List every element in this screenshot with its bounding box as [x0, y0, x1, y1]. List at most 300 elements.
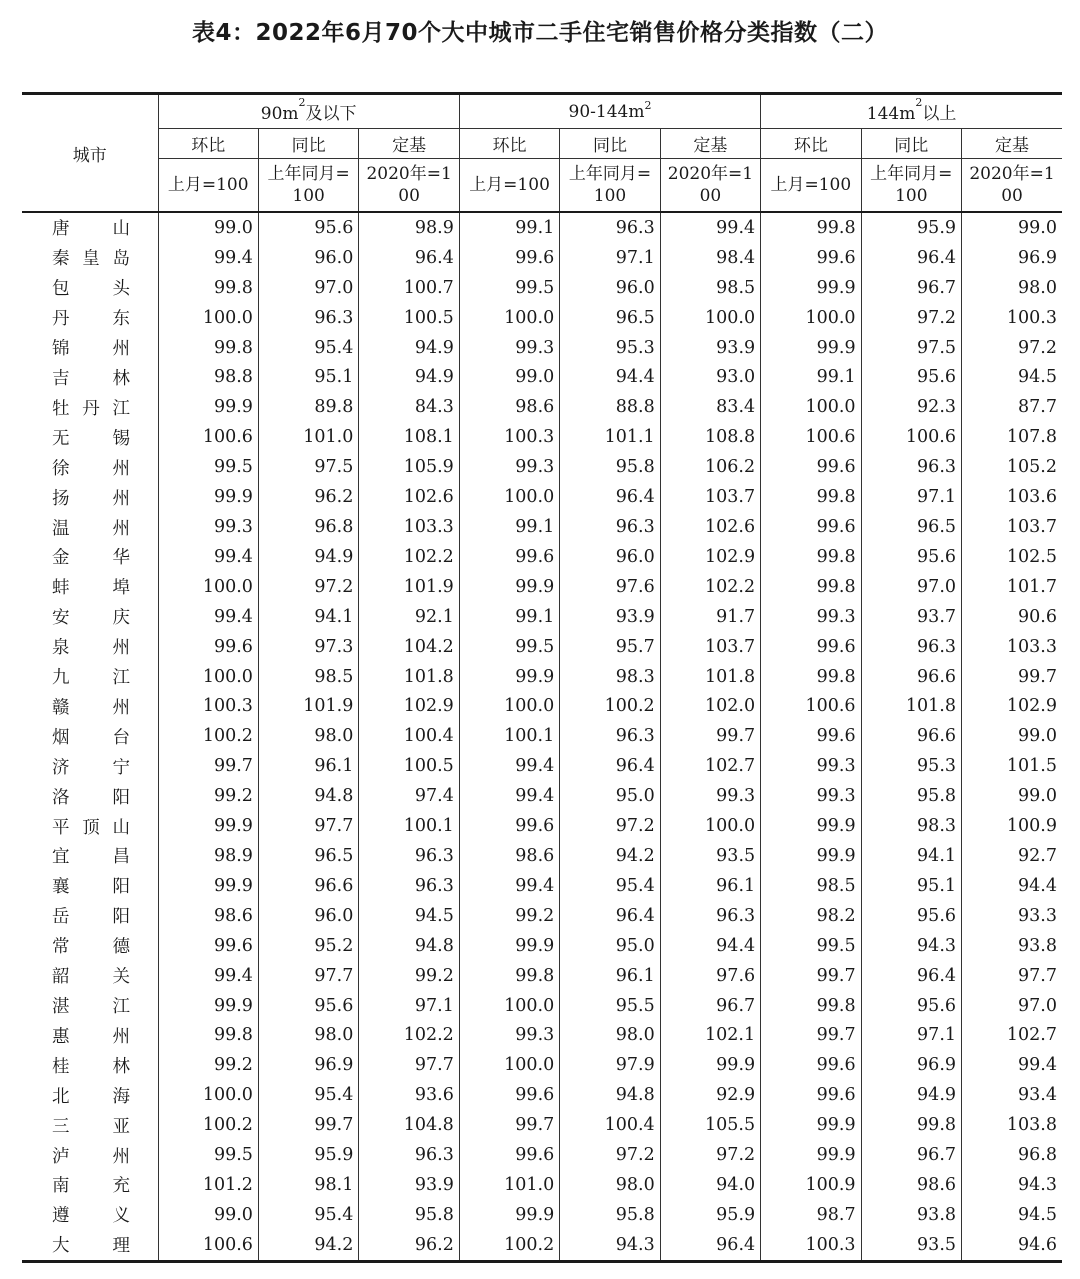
- value-cell: 99.7: [459, 1110, 559, 1140]
- value-cell: 90.6: [962, 602, 1062, 632]
- value-cell: 97.3: [258, 632, 358, 662]
- value-cell: 99.8: [761, 482, 861, 512]
- value-cell: 97.5: [258, 452, 358, 482]
- value-cell: 94.6: [962, 1230, 1062, 1261]
- city-name-chars: [52, 455, 130, 480]
- value-cell: 100.1: [459, 721, 559, 751]
- city-char: 桂: [52, 1056, 70, 1077]
- value-cell: 99.5: [158, 1140, 258, 1170]
- city-char: 遵: [52, 1206, 70, 1227]
- city-char: 皇: [82, 249, 100, 270]
- table-row: [22, 901, 1062, 931]
- city-name: [22, 1230, 158, 1261]
- city-name: [22, 452, 158, 482]
- city-name: [22, 751, 158, 781]
- city-char: 海: [112, 1086, 130, 1107]
- value-cell: 98.5: [258, 662, 358, 692]
- value-cell: 99.7: [962, 662, 1062, 692]
- city-name: [22, 572, 158, 602]
- value-cell: 99.8: [158, 273, 258, 303]
- city-name-chars: [52, 1143, 130, 1168]
- base-label-mom-2: 上月=100: [761, 159, 861, 213]
- city-char: 扬: [52, 488, 70, 509]
- value-cell: 102.9: [660, 542, 760, 572]
- value-cell: 103.7: [660, 482, 760, 512]
- value-cell: 93.7: [861, 602, 961, 632]
- value-cell: 95.4: [258, 1080, 358, 1110]
- table-row: [22, 422, 1062, 452]
- table-row: [22, 961, 1062, 991]
- value-cell: 99.6: [761, 1050, 861, 1080]
- city-char: 丹: [52, 309, 70, 330]
- value-cell: 99.8: [158, 333, 258, 363]
- city-char: 州: [112, 339, 130, 360]
- value-cell: 95.1: [258, 363, 358, 393]
- value-cell: 95.3: [861, 751, 961, 781]
- value-cell: 96.4: [560, 751, 660, 781]
- value-cell: 97.0: [962, 991, 1062, 1021]
- value-cell: 97.2: [861, 303, 961, 333]
- group-header-medium: [459, 94, 760, 129]
- group-small-suffix: 及以下: [305, 104, 357, 124]
- value-cell: 100.6: [861, 422, 961, 452]
- value-cell: 94.3: [560, 1230, 660, 1261]
- value-cell: 102.6: [359, 482, 459, 512]
- city-name-chars: [52, 515, 130, 540]
- value-cell: 99.4: [158, 961, 258, 991]
- value-cell: 99.5: [459, 632, 559, 662]
- base-label-fixed-2: [962, 159, 1062, 213]
- value-cell: 96.8: [258, 512, 358, 542]
- value-cell: 99.9: [761, 1140, 861, 1170]
- value-cell: 99.9: [761, 333, 861, 363]
- city-name-chars: [52, 963, 130, 988]
- city-name: [22, 1170, 158, 1200]
- value-cell: 108.8: [660, 422, 760, 452]
- value-cell: 96.0: [560, 542, 660, 572]
- city-name: [22, 632, 158, 662]
- value-cell: 100.3: [761, 1230, 861, 1261]
- city-name-chars: [52, 1023, 130, 1048]
- value-cell: 94.3: [861, 931, 961, 961]
- value-cell: 99.5: [158, 452, 258, 482]
- value-cell: 96.4: [359, 243, 459, 273]
- value-cell: 99.3: [761, 781, 861, 811]
- value-cell: 100.0: [761, 303, 861, 333]
- city-name: [22, 841, 158, 871]
- value-cell: 100.0: [459, 303, 559, 333]
- sub-header-2-1: 同比: [861, 129, 961, 159]
- group-header-small: [158, 94, 459, 129]
- value-cell: 94.9: [258, 542, 358, 572]
- table-header: [22, 94, 1062, 213]
- base-label-mom-0: 上月=100: [158, 159, 258, 213]
- value-cell: 99.1: [459, 512, 559, 542]
- value-cell: 98.3: [560, 662, 660, 692]
- value-cell: 105.9: [359, 452, 459, 482]
- value-cell: 96.3: [861, 632, 961, 662]
- table-row: [22, 212, 1062, 243]
- value-cell: 96.3: [560, 721, 660, 751]
- city-char: 阳: [112, 877, 130, 898]
- city-char: 关: [112, 967, 130, 988]
- table-row: [22, 781, 1062, 811]
- value-cell: 96.8: [962, 1140, 1062, 1170]
- sub-header-row: [22, 129, 1062, 159]
- value-cell: 99.0: [459, 363, 559, 393]
- value-cell: 97.0: [258, 273, 358, 303]
- value-cell: 97.2: [258, 572, 358, 602]
- table-row: [22, 751, 1062, 781]
- city-char: 泉: [52, 638, 70, 659]
- value-cell: 96.9: [861, 1050, 961, 1080]
- city-name: [22, 303, 158, 333]
- value-cell: 95.6: [258, 212, 358, 243]
- city-char: 北: [52, 1086, 70, 1107]
- value-cell: 100.3: [158, 692, 258, 722]
- value-cell: 96.4: [861, 961, 961, 991]
- value-cell: 100.0: [459, 991, 559, 1021]
- city-name-chars: [52, 245, 130, 270]
- value-cell: 104.2: [359, 632, 459, 662]
- city-name: [22, 931, 158, 961]
- city-name-chars: [52, 335, 130, 360]
- value-cell: 99.8: [761, 542, 861, 572]
- city-name: [22, 1140, 158, 1170]
- city-char: 南: [52, 1176, 70, 1197]
- city-name-chars: [52, 305, 130, 330]
- value-cell: 96.1: [560, 961, 660, 991]
- city-name-chars: [52, 1172, 130, 1197]
- value-cell: 99.7: [761, 1020, 861, 1050]
- city-char: 阳: [112, 907, 130, 928]
- value-cell: 100.0: [459, 692, 559, 722]
- value-cell: 99.9: [459, 662, 559, 692]
- value-cell: 95.6: [861, 363, 961, 393]
- city-char: 州: [112, 1026, 130, 1047]
- value-cell: 93.3: [962, 901, 1062, 931]
- city-char: 亚: [112, 1116, 130, 1137]
- city-char: 唐: [52, 219, 70, 240]
- city-char: 充: [112, 1176, 130, 1197]
- base-line-2: 00: [1001, 186, 1023, 206]
- value-cell: 99.4: [459, 751, 559, 781]
- value-cell: 100.0: [158, 1080, 258, 1110]
- value-cell: 101.9: [258, 692, 358, 722]
- city-name-chars: [52, 903, 130, 928]
- value-cell: 96.0: [258, 243, 358, 273]
- value-cell: 89.8: [258, 392, 358, 422]
- value-cell: 99.6: [761, 243, 861, 273]
- city-char: 州: [112, 638, 130, 659]
- city-name: [22, 991, 158, 1021]
- table-row: [22, 542, 1062, 572]
- value-cell: 96.3: [359, 1140, 459, 1170]
- sub-header-1-2: 定基: [660, 129, 760, 159]
- value-cell: 103.3: [359, 512, 459, 542]
- value-cell: 92.3: [861, 392, 961, 422]
- city-name-chars: [52, 1232, 130, 1257]
- city-name: [22, 422, 158, 452]
- value-cell: 94.5: [962, 1200, 1062, 1230]
- table-row: [22, 632, 1062, 662]
- city-name: [22, 692, 158, 722]
- value-cell: 94.8: [258, 781, 358, 811]
- city-name: [22, 1200, 158, 1230]
- table-row: [22, 662, 1062, 692]
- value-cell: 98.8: [158, 363, 258, 393]
- value-cell: 95.9: [258, 1140, 358, 1170]
- value-cell: 99.4: [158, 602, 258, 632]
- city-name-chars: [52, 754, 130, 779]
- value-cell: 103.3: [962, 632, 1062, 662]
- city-column-header: [22, 94, 158, 213]
- city-name-chars: [52, 425, 130, 450]
- city-char: 蚌: [52, 578, 70, 599]
- value-cell: 97.7: [258, 961, 358, 991]
- value-cell: 101.2: [158, 1170, 258, 1200]
- value-cell: 98.6: [459, 392, 559, 422]
- city-char: 江: [112, 668, 130, 689]
- value-cell: 94.3: [962, 1170, 1062, 1200]
- value-cell: 83.4: [660, 392, 760, 422]
- value-cell: 93.8: [861, 1200, 961, 1230]
- value-cell: 97.1: [359, 991, 459, 1021]
- value-cell: 99.8: [158, 1020, 258, 1050]
- value-cell: 92.9: [660, 1080, 760, 1110]
- value-cell: 91.7: [660, 602, 760, 632]
- value-cell: 95.4: [560, 871, 660, 901]
- value-cell: 95.3: [560, 333, 660, 363]
- value-cell: 95.8: [560, 1200, 660, 1230]
- value-cell: 103.6: [962, 482, 1062, 512]
- value-cell: 99.2: [359, 961, 459, 991]
- value-cell: 95.8: [560, 452, 660, 482]
- city-name: [22, 392, 158, 422]
- value-cell: 99.2: [158, 1050, 258, 1080]
- value-cell: 97.1: [861, 482, 961, 512]
- value-cell: 101.1: [560, 422, 660, 452]
- city-name-chars: [52, 724, 130, 749]
- value-cell: 99.6: [459, 1080, 559, 1110]
- value-cell: 95.7: [560, 632, 660, 662]
- city-char: 惠: [52, 1026, 70, 1047]
- table-body: [22, 212, 1062, 1261]
- value-cell: 99.9: [158, 482, 258, 512]
- city-name: [22, 512, 158, 542]
- value-cell: 98.2: [761, 901, 861, 931]
- city-header-label: 城市: [72, 145, 107, 166]
- city-name-chars: [52, 365, 130, 390]
- city-char: 锦: [52, 339, 70, 360]
- value-cell: 93.4: [962, 1080, 1062, 1110]
- city-char: 烟: [52, 727, 70, 748]
- value-cell: 93.0: [660, 363, 760, 393]
- value-cell: 102.5: [962, 542, 1062, 572]
- value-cell: 94.9: [359, 333, 459, 363]
- value-cell: 99.8: [761, 212, 861, 243]
- value-cell: 102.7: [660, 751, 760, 781]
- value-cell: 94.4: [962, 871, 1062, 901]
- city-name: [22, 363, 158, 393]
- value-cell: 97.6: [560, 572, 660, 602]
- value-cell: 97.2: [660, 1140, 760, 1170]
- value-cell: 97.6: [660, 961, 760, 991]
- value-cell: 94.1: [861, 841, 961, 871]
- city-char: 义: [112, 1206, 130, 1227]
- value-cell: 100.0: [459, 482, 559, 512]
- value-cell: 95.2: [258, 931, 358, 961]
- city-char: 大: [52, 1236, 70, 1257]
- base-header-row: [22, 159, 1062, 213]
- sub-header-2-0: 环比: [761, 129, 861, 159]
- value-cell: 98.0: [962, 273, 1062, 303]
- value-cell: 101.8: [660, 662, 760, 692]
- city-name: [22, 542, 158, 572]
- value-cell: 96.5: [861, 512, 961, 542]
- value-cell: 101.8: [359, 662, 459, 692]
- value-cell: 94.5: [962, 363, 1062, 393]
- value-cell: 100.5: [359, 751, 459, 781]
- table-row: [22, 841, 1062, 871]
- group-large-suffix: 以上: [922, 104, 957, 124]
- value-cell: 103.7: [962, 512, 1062, 542]
- value-cell: 96.6: [258, 871, 358, 901]
- city-char: 州: [112, 518, 130, 539]
- value-cell: 105.5: [660, 1110, 760, 1140]
- value-cell: 84.3: [359, 392, 459, 422]
- value-cell: 99.0: [962, 781, 1062, 811]
- value-cell: 105.2: [962, 452, 1062, 482]
- base-line-2: 00: [699, 186, 722, 206]
- base-line-1: 2020年=1: [969, 164, 1055, 184]
- base-line-1: 2020年=1: [366, 164, 452, 184]
- value-cell: 98.6: [861, 1170, 961, 1200]
- city-char: 徐: [52, 458, 70, 479]
- value-cell: 99.1: [459, 212, 559, 243]
- value-cell: 99.6: [761, 452, 861, 482]
- value-cell: 102.0: [660, 692, 760, 722]
- value-cell: 94.4: [660, 931, 760, 961]
- value-cell: 96.3: [560, 512, 660, 542]
- value-cell: 96.5: [258, 841, 358, 871]
- page-title: 表4：2022年6月70个大中城市二手住宅销售价格分类指数（二）: [191, 20, 889, 46]
- value-cell: 96.2: [359, 1230, 459, 1261]
- value-cell: 100.4: [560, 1110, 660, 1140]
- value-cell: 98.5: [660, 273, 760, 303]
- value-cell: 99.3: [459, 333, 559, 363]
- city-name-chars: [52, 664, 130, 689]
- sub-header-1-0: 环比: [459, 129, 559, 159]
- value-cell: 94.4: [560, 363, 660, 393]
- value-cell: 101.0: [258, 422, 358, 452]
- city-char: 昌: [112, 847, 130, 868]
- value-cell: 94.2: [258, 1230, 358, 1261]
- value-cell: 99.9: [158, 811, 258, 841]
- city-char: 安: [52, 608, 70, 629]
- group-medium-base: 90-144m: [568, 101, 645, 122]
- value-cell: 99.0: [962, 721, 1062, 751]
- table-row: [22, 1080, 1062, 1110]
- value-cell: 99.8: [861, 1110, 961, 1140]
- value-cell: 99.0: [158, 1200, 258, 1230]
- value-cell: 93.9: [660, 333, 760, 363]
- value-cell: 100.6: [158, 422, 258, 452]
- value-cell: 97.7: [359, 1050, 459, 1080]
- value-cell: 98.7: [761, 1200, 861, 1230]
- value-cell: 99.6: [158, 931, 258, 961]
- value-cell: 107.8: [962, 422, 1062, 452]
- value-cell: 96.3: [660, 901, 760, 931]
- city-name: [22, 961, 158, 991]
- value-cell: 103.8: [962, 1110, 1062, 1140]
- value-cell: 94.9: [359, 363, 459, 393]
- value-cell: 100.7: [359, 273, 459, 303]
- value-cell: 96.0: [560, 273, 660, 303]
- value-cell: 100.0: [660, 811, 760, 841]
- value-cell: 93.9: [359, 1170, 459, 1200]
- table-row: [22, 482, 1062, 512]
- value-cell: 95.4: [258, 333, 358, 363]
- value-cell: 96.7: [861, 1140, 961, 1170]
- city-char: 台: [112, 727, 130, 748]
- price-index-table: [22, 92, 1062, 1263]
- value-cell: 102.2: [359, 1020, 459, 1050]
- value-cell: 99.9: [761, 273, 861, 303]
- value-cell: 98.9: [158, 841, 258, 871]
- city-name-chars: [52, 814, 130, 839]
- city-name-chars: [52, 275, 130, 300]
- city-char: 常: [52, 937, 70, 958]
- city-name: [22, 212, 158, 243]
- value-cell: 94.8: [359, 931, 459, 961]
- city-char: 济: [52, 757, 70, 778]
- value-cell: 100.9: [962, 811, 1062, 841]
- city-char: 东: [112, 309, 130, 330]
- value-cell: 96.6: [861, 721, 961, 751]
- city-char: 金: [52, 548, 70, 569]
- table-row: [22, 1200, 1062, 1230]
- table-row: [22, 1230, 1062, 1261]
- value-cell: 99.6: [459, 542, 559, 572]
- value-cell: 99.2: [158, 781, 258, 811]
- city-char: 江: [112, 997, 130, 1018]
- value-cell: 98.3: [861, 811, 961, 841]
- value-cell: 99.9: [459, 931, 559, 961]
- value-cell: 93.9: [560, 602, 660, 632]
- value-cell: 98.0: [560, 1020, 660, 1050]
- city-char: 赣: [52, 697, 70, 718]
- sub-header-0-1: 同比: [258, 129, 358, 159]
- table-row: [22, 363, 1062, 393]
- value-cell: 102.2: [359, 542, 459, 572]
- value-cell: 99.9: [660, 1050, 760, 1080]
- city-name-chars: [52, 215, 130, 240]
- value-cell: 92.7: [962, 841, 1062, 871]
- base-line-1: 上年同月=: [267, 164, 350, 184]
- value-cell: 87.7: [962, 392, 1062, 422]
- value-cell: 99.6: [761, 721, 861, 751]
- table-row: [22, 243, 1062, 273]
- value-cell: 96.3: [359, 871, 459, 901]
- value-cell: 104.8: [359, 1110, 459, 1140]
- value-cell: 102.2: [660, 572, 760, 602]
- table-row: [22, 1110, 1062, 1140]
- value-cell: 99.4: [660, 212, 760, 243]
- city-name-chars: [52, 694, 130, 719]
- city-name-chars: [52, 604, 130, 629]
- base-label-yoy-1: [560, 159, 660, 213]
